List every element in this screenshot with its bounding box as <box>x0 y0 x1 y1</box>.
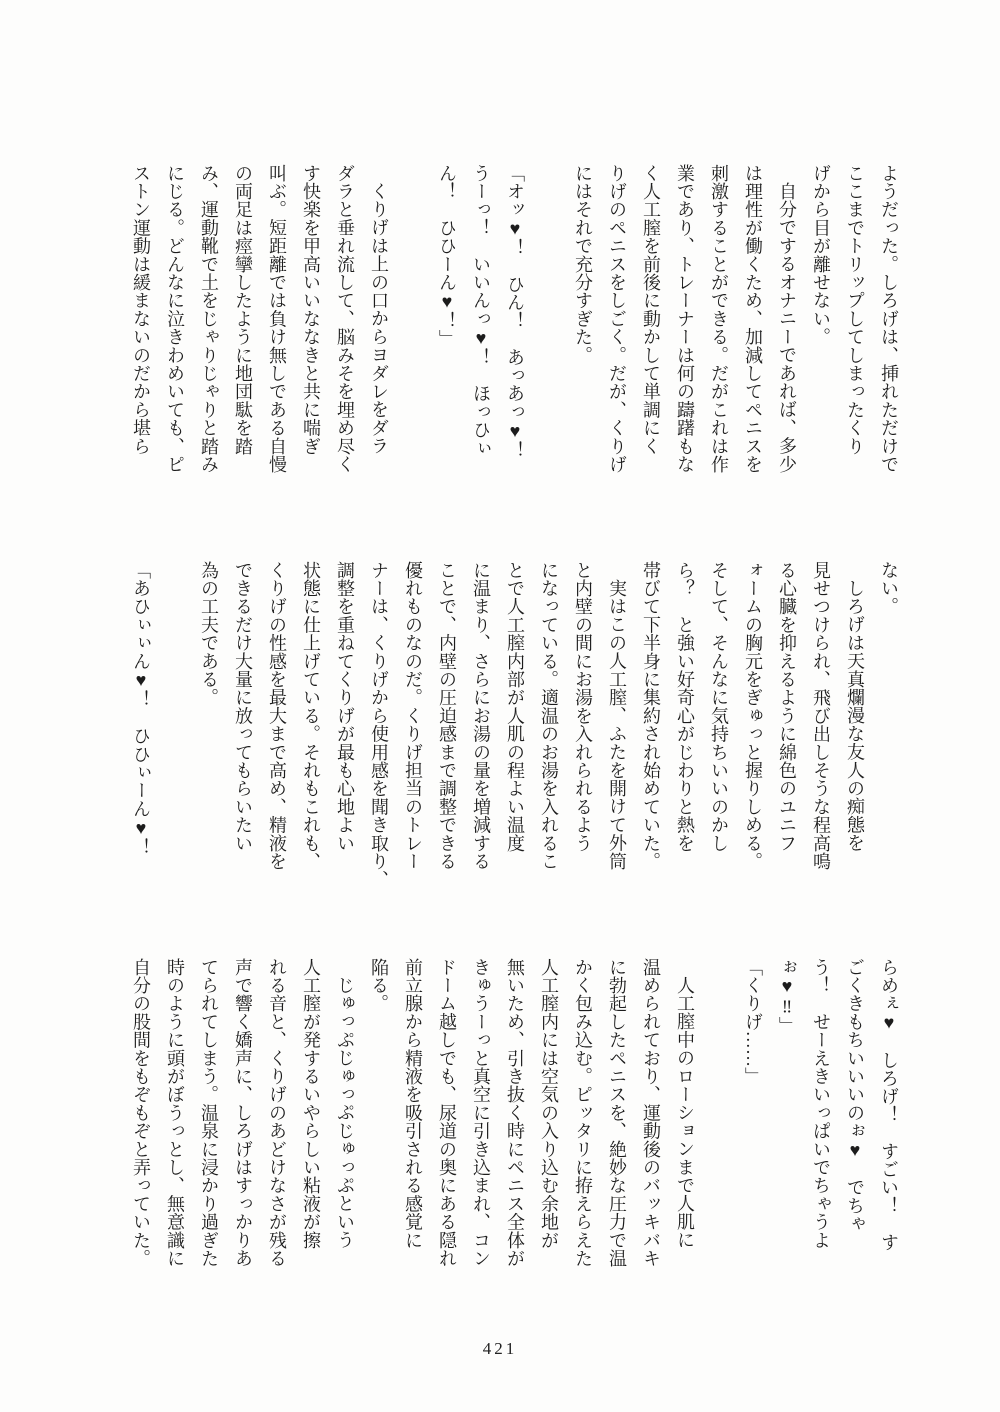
text-column: 自分の股間をもぞもぞと弄っていた。 <box>131 958 151 1268</box>
text-column: きゅうーっと真空に引き込まれ、コン <box>471 958 491 1268</box>
text-column: 人工膣内には空気の入り込む余地が <box>539 958 559 1250</box>
text-column: 帯びて下半身に集約され始めていた。 <box>641 561 661 871</box>
text-column: 為の工夫である。 <box>199 561 219 707</box>
text-column: ぉ♥‼」 <box>777 958 797 1035</box>
text-column: ら？ と強い好奇心がじわりと熱を <box>675 561 695 853</box>
text-column: 声で響く嬌声に、しろげはすっかりあ <box>233 958 253 1268</box>
text-column: ドーム越しでも、尿道の奥にある隠れ <box>437 958 457 1268</box>
text-column: しろげは天真爛漫な友人の痴態を <box>845 579 865 852</box>
text-column: そして、そんなに気持ちいいのかし <box>709 561 729 853</box>
text-column: く人工膣を前後に動かして単調にく <box>641 164 661 456</box>
text-column: ない。 <box>879 561 899 616</box>
text-column: にじる。どんなに泣きわめいても、ピ <box>165 164 185 474</box>
page-number: 421 <box>482 1339 518 1358</box>
text-column: 実はこの人工膣、ふたを開けて外筒 <box>607 579 627 871</box>
text-column: 人工膣が発するいやらしい粘液が擦 <box>301 958 321 1250</box>
text-column: 時のように頭がぼうっとし、無意識に <box>165 958 185 1268</box>
text-column: 調整を重ねてくりげが最も心地よい <box>335 561 355 853</box>
text-column: 叫ぶ。短距離では負け無しである自慢 <box>267 164 287 474</box>
text-column: ストン運動は緩まないのだから堪ら <box>131 164 151 456</box>
text-band-bottom <box>124 958 906 1280</box>
blank-column <box>396 164 430 486</box>
text-column: に温まり、さらにお湯の量を増減する <box>471 561 491 871</box>
text-column: とで人工膣内部が人肌の程よい温度 <box>505 561 525 853</box>
text-column: 人工膣中のローションまで人肌に <box>675 976 695 1249</box>
text-column: てられてしまう。温泉に浸かり過ぎた <box>199 958 219 1268</box>
text-column: ォームの胸元をぎゅっと握りしめる。 <box>743 561 763 871</box>
text-band-middle <box>124 561 906 889</box>
text-column: 「あひぃぃん♥！ ひひぃーん♥！ <box>131 561 151 857</box>
text-column: ん！ ひひーん♥！」 <box>437 164 457 348</box>
blank-column <box>532 164 566 486</box>
text-column: る心臓を抑えるように綿色のユニフ <box>777 561 797 853</box>
text-column: は理性が働くため、加減してペニスを <box>743 164 763 474</box>
text-column: 温められており、運動後のバッキバキ <box>641 958 661 1268</box>
text-column: ナーは、くりげから使用感を聞き取り、 <box>369 561 389 889</box>
text-column: と内壁の間にお湯を入れられるよう <box>573 561 593 853</box>
text-column: 陥る。 <box>369 958 389 1013</box>
text-column: うーっ！ いいんっ♥！ ほっひぃ <box>471 164 491 458</box>
text-column: 無いため、引き抜く時にペニス全体が <box>505 958 525 1268</box>
text-column: かく包み込む。ピッタリに拵えらえた <box>573 958 593 1268</box>
text-column: くりげは上の口からヨダレをダラ <box>369 182 389 455</box>
text-column: す快楽を甲高いいななきと共に喘ぎ <box>301 164 321 456</box>
text-column: 刺激することができる。だがこれは作 <box>709 164 729 474</box>
text-column: の両足は痙攣したように地団駄を踏 <box>233 164 253 456</box>
blank-column <box>158 561 192 883</box>
text-column: 自分でするオナニーであれば、多少 <box>777 182 797 474</box>
text-band-top <box>124 164 906 486</box>
text-column: 優れものなのだ。くりげ担当のトレー <box>403 561 423 871</box>
text-column: 「くりげ……」 <box>743 958 763 1086</box>
text-column: りげのペニスをしごく。だが、くりげ <box>607 164 627 474</box>
text-column: 「オッ♥！ ひん！ あっあっ♥！ <box>505 164 525 460</box>
text-column: にはそれで充分すぎた。 <box>573 164 593 365</box>
text-column: ことで、内壁の圧迫感まで調整できる <box>437 561 457 871</box>
text-column: になっている。適温のお湯を入れるこ <box>539 561 559 871</box>
text-column: げから目が離せない。 <box>811 164 831 346</box>
text-column: 業であり、トレーナーは何の躊躇もな <box>675 164 695 474</box>
text-column: ここまでトリップしてしまったくり <box>845 164 865 456</box>
text-column: できるだけ大量に放ってもらいたい <box>233 561 253 853</box>
text-column: ようだった。しろげは、挿れただけで <box>879 164 899 474</box>
text-column: に勃起したペニスを、絶妙な圧力で温 <box>607 958 627 1268</box>
text-column: ダラと垂れ流して、脳みそを埋め尽く <box>335 164 355 474</box>
text-column: ごくきもちいいいのぉ♥ でちゃ <box>845 958 865 1233</box>
text-column: う！ せーえきいっぱいでちゃうよ <box>811 958 831 1250</box>
text-column: 見せつけられ、飛び出しそうな程高鳴 <box>811 561 831 871</box>
text-column: くりげの性感を最大まで高め、精液を <box>267 561 287 871</box>
text-column: れる音と、くりげのあどけなさが残る <box>267 958 287 1268</box>
text-column: み、運動靴で土をじゃりじゃりと踏み <box>199 164 219 474</box>
text-column: 前立腺から精液を吸引される感覚に <box>403 958 423 1250</box>
text-column: 状態に仕上げている。それもこれも、 <box>301 561 321 871</box>
text-column: じゅっぷじゅっぷじゅっぷという <box>335 976 355 1249</box>
text-column: らめぇ♥ しろげ！ すごい！ す <box>879 958 899 1252</box>
blank-column <box>702 958 736 1280</box>
